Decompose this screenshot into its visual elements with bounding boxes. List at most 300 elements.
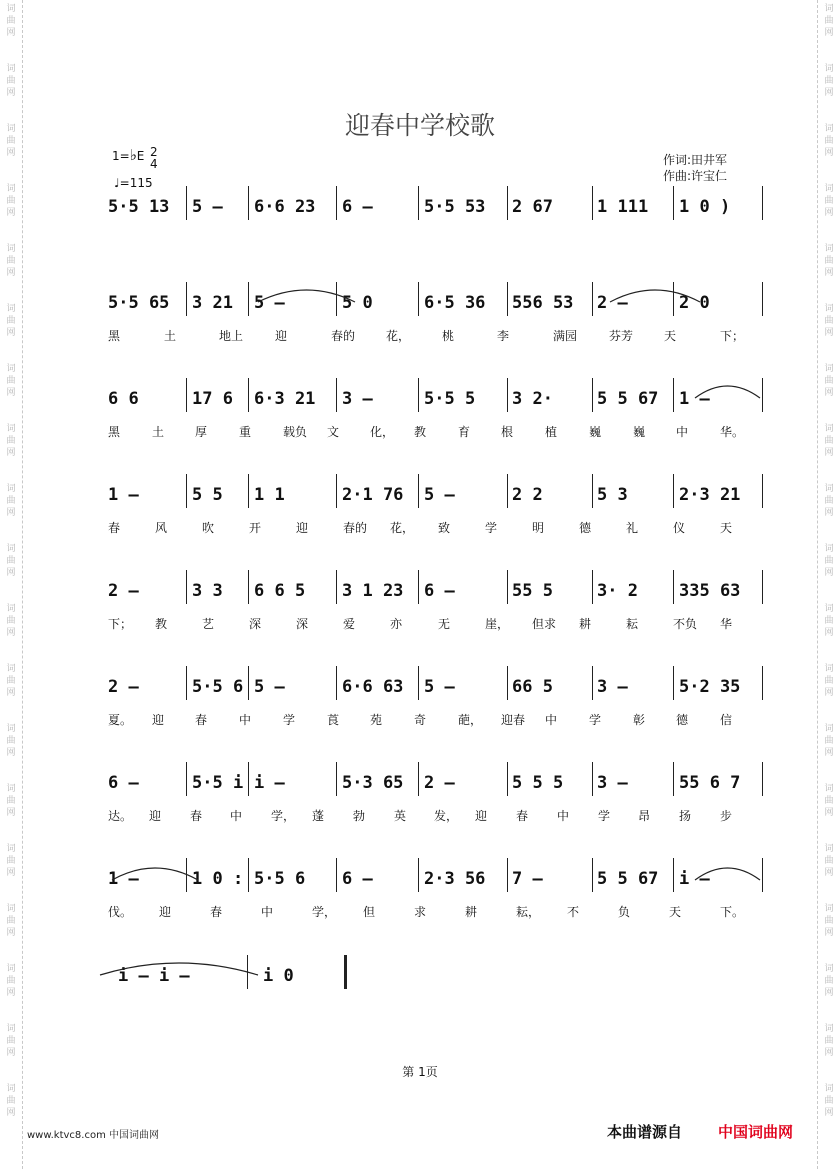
- measure: 5 5 5: [512, 773, 564, 793]
- lyric-syllable: 天: [664, 329, 677, 343]
- measure: 3 2·: [512, 389, 553, 409]
- lyric-syllable: 土: [164, 329, 177, 343]
- lyric-syllable: 扬: [679, 809, 692, 823]
- barline: [592, 666, 593, 700]
- barline: [673, 666, 674, 700]
- watermark-glyph: 词: [824, 1084, 834, 1094]
- score-row: [0, 196, 840, 276]
- measure: 1 –: [108, 869, 139, 889]
- lyric-syllable: 发，: [434, 809, 459, 823]
- watermark-glyph: 曲: [6, 736, 16, 746]
- barline: [186, 378, 187, 412]
- measure: 2·3 56: [424, 869, 486, 889]
- watermark-glyph: 网: [824, 448, 834, 458]
- measure: 2 –: [108, 677, 139, 697]
- barline: [186, 282, 187, 316]
- measure: 5 –: [424, 485, 455, 505]
- watermark-glyph: 网: [824, 988, 834, 998]
- measure: 556 53: [512, 293, 574, 313]
- lyric-syllable: 春的: [331, 329, 356, 343]
- watermark-glyph: 曲: [824, 676, 834, 686]
- lyric-syllable: 中: [545, 713, 558, 727]
- barline: [673, 570, 674, 604]
- watermark-glyph: 词: [6, 244, 16, 254]
- watermark-glyph: 词: [6, 184, 16, 194]
- measure: 5 –: [254, 293, 285, 313]
- lyric-syllable: 迎: [159, 905, 172, 919]
- watermark-glyph: 词: [824, 604, 834, 614]
- barline: [673, 474, 674, 508]
- composer-credit: 作曲:许宝仁: [663, 169, 728, 183]
- lyric-syllable: 德: [579, 521, 592, 535]
- measure: 5 5 67: [597, 389, 659, 409]
- watermark-glyph: 曲: [824, 136, 834, 146]
- song-title: 迎春中学校歌: [344, 111, 495, 140]
- notation-line: [0, 772, 840, 800]
- lyrics-line: [0, 808, 840, 826]
- barline: [418, 762, 419, 796]
- watermark-glyph: 词: [824, 544, 834, 554]
- lyric-syllable: 奇: [414, 713, 427, 727]
- lyric-syllable: 华。: [720, 425, 745, 439]
- barline: [418, 474, 419, 508]
- score-row: [0, 580, 840, 660]
- key-note: E: [136, 149, 145, 163]
- lyric-syllable: 莨: [327, 713, 340, 727]
- watermark-glyph: 曲: [6, 976, 16, 986]
- measure: 5·5 i: [192, 773, 244, 793]
- watermark-glyph: 词: [824, 844, 834, 854]
- barline: [418, 186, 419, 220]
- measure: 3 21: [192, 293, 233, 313]
- watermark-glyph: 曲: [824, 256, 834, 266]
- watermark-glyph: 词: [6, 484, 16, 494]
- barline: [186, 474, 187, 508]
- lyric-syllable: 花，: [390, 521, 415, 535]
- measure: 6 –: [424, 581, 455, 601]
- watermark-glyph: 网: [824, 868, 834, 878]
- watermark-glyph: 曲: [6, 556, 16, 566]
- lyric-syllable: 苑: [370, 713, 383, 727]
- lyric-syllable: 崖，: [485, 617, 510, 631]
- barline: [418, 378, 419, 412]
- key-signature: [112, 145, 158, 171]
- lyric-syllable: 深: [296, 617, 309, 631]
- watermark-glyph: 词: [6, 784, 16, 794]
- watermark-glyph: 词: [824, 124, 834, 134]
- notation-line: [0, 388, 840, 416]
- measure: i 0: [263, 966, 294, 986]
- lyrics-line: [0, 520, 840, 538]
- watermark-glyph: 网: [824, 508, 834, 518]
- lyric-syllable: 迎: [152, 713, 165, 727]
- lyric-syllable: 求: [414, 905, 427, 919]
- lyric-syllable: 学，: [271, 809, 296, 823]
- barline: [186, 762, 187, 796]
- barline: [507, 474, 508, 508]
- watermark-glyph: 曲: [6, 1036, 16, 1046]
- barline: [673, 378, 674, 412]
- watermark-glyph: 词: [824, 724, 834, 734]
- lyric-syllable: 载负: [283, 425, 308, 439]
- watermark-glyph: 词: [6, 844, 16, 854]
- watermark-glyph: 网: [6, 748, 16, 758]
- barline: [336, 378, 337, 412]
- watermark-glyph: 网: [6, 88, 16, 98]
- watermark-glyph: 网: [6, 688, 16, 698]
- lyric-syllable: 中: [676, 425, 689, 439]
- lyric-syllable: 无: [438, 617, 451, 631]
- measure: 3 3: [192, 581, 223, 601]
- score-row: [0, 676, 840, 756]
- lyric-syllable: 负: [618, 905, 631, 919]
- watermark-glyph: 曲: [6, 16, 16, 26]
- lyric-syllable: 芬芳: [609, 329, 634, 343]
- watermark-glyph: 词: [6, 544, 16, 554]
- lyric-syllable: 耘: [626, 617, 639, 631]
- watermark-glyph: 词: [6, 124, 16, 134]
- watermark-glyph: 曲: [6, 616, 16, 626]
- barline: [336, 282, 337, 316]
- measure: 335 63: [679, 581, 741, 601]
- lyric-syllable: 夏。: [108, 713, 133, 727]
- watermark-glyph: 网: [824, 148, 834, 158]
- watermark-glyph: 曲: [824, 1036, 834, 1046]
- lyric-syllable: 致: [438, 521, 451, 535]
- watermark-glyph: 网: [824, 268, 834, 278]
- lyric-syllable: 迎: [296, 521, 309, 535]
- watermark-glyph: 网: [824, 748, 834, 758]
- barline: [592, 858, 593, 892]
- score-row: [0, 772, 840, 852]
- watermark-glyph: 网: [6, 808, 16, 818]
- lyric-syllable: 英: [394, 809, 407, 823]
- measure: 55 6 7: [679, 773, 741, 793]
- watermark-glyph: 词: [824, 64, 834, 74]
- lyric-syllable: 学: [598, 809, 611, 823]
- lyric-syllable: 彰: [633, 713, 646, 727]
- measure: 5 3: [597, 485, 628, 505]
- barline: [248, 858, 249, 892]
- watermark-glyph: 网: [824, 88, 834, 98]
- time-signature: [150, 146, 158, 170]
- watermark-glyph: 曲: [824, 76, 834, 86]
- watermark-glyph: 网: [824, 1048, 834, 1058]
- tempo-marking: ♩=115: [114, 176, 153, 190]
- lyric-syllable: 开: [249, 521, 262, 535]
- watermark-glyph: 网: [6, 28, 16, 38]
- measure: 5·5 53: [424, 197, 486, 217]
- barline: [336, 186, 337, 220]
- measure: 5·5 65: [108, 293, 170, 313]
- lyric-syllable: 迎: [475, 809, 488, 823]
- watermark-glyph: 曲: [824, 196, 834, 206]
- barline: [248, 666, 249, 700]
- lyric-syllable: 黑: [108, 329, 121, 343]
- watermark-glyph: 网: [6, 628, 16, 638]
- measure: 66 5: [512, 677, 553, 697]
- lyric-syllable: 春的: [343, 521, 368, 535]
- lyrics-line: [0, 712, 840, 730]
- flat-icon: ♭: [129, 146, 137, 164]
- lyric-syllable: 深: [249, 617, 262, 631]
- watermark-glyph: 网: [824, 568, 834, 578]
- notation-line: [0, 868, 840, 896]
- watermark-glyph: 网: [6, 1108, 16, 1118]
- watermark-glyph: 词: [6, 4, 16, 14]
- watermark-glyph: 词: [6, 304, 16, 314]
- lyric-syllable: 礼: [626, 521, 639, 535]
- barline: [592, 474, 593, 508]
- lyric-syllable: 但: [363, 905, 376, 919]
- barline: [418, 858, 419, 892]
- meter-bottom: 4: [150, 157, 158, 171]
- measure: 6·5 36: [424, 293, 486, 313]
- watermark-glyph: 网: [6, 508, 16, 518]
- lyric-syllable: 巍: [589, 425, 602, 439]
- measure: 7 –: [512, 869, 543, 889]
- lyric-syllable: 达。: [108, 809, 133, 823]
- lyric-syllable: 但求: [532, 617, 557, 631]
- watermark-glyph: 网: [6, 868, 16, 878]
- lyric-syllable: 艺: [202, 617, 215, 631]
- watermark-glyph: 词: [824, 664, 834, 674]
- lyric-syllable: 信: [720, 713, 733, 727]
- measure: 2·1 76: [342, 485, 404, 505]
- lyric-syllable: 德: [676, 713, 689, 727]
- watermark-glyph: 词: [824, 484, 834, 494]
- watermark-glyph: 词: [824, 424, 834, 434]
- barline: [418, 282, 419, 316]
- measure: i – i –: [118, 966, 190, 986]
- measure: 6 –: [108, 773, 139, 793]
- lyric-syllable: 迎春: [501, 713, 526, 727]
- watermark-glyph: 词: [6, 604, 16, 614]
- watermark-glyph: 网: [824, 28, 834, 38]
- measure: 2 –: [597, 293, 628, 313]
- watermark-glyph: 曲: [6, 196, 16, 206]
- barline: [248, 474, 249, 508]
- barline: [418, 570, 419, 604]
- barline: [248, 282, 249, 316]
- barline: [186, 570, 187, 604]
- score-row: [0, 965, 840, 1045]
- barline: [592, 570, 593, 604]
- barline: [507, 570, 508, 604]
- source-label: 本曲谱源自: [607, 1123, 683, 1141]
- lyric-syllable: 耕: [465, 905, 478, 919]
- barline: [186, 666, 187, 700]
- measure: 1 111: [597, 197, 649, 217]
- watermark-glyph: 曲: [6, 796, 16, 806]
- measure: i –: [679, 869, 710, 889]
- measure: 6 6 5: [254, 581, 306, 601]
- watermark-glyph: 网: [6, 928, 16, 938]
- page-number: 第 1页: [402, 1065, 438, 1079]
- measure: 2 67: [512, 197, 553, 217]
- watermark-glyph: 曲: [6, 376, 16, 386]
- barline: [336, 666, 337, 700]
- measure: 5·5 6: [192, 677, 244, 697]
- meter-top: 2: [150, 145, 158, 159]
- watermark-glyph: 词: [824, 364, 834, 374]
- watermark-glyph: 曲: [824, 1096, 834, 1106]
- source-name: 中国词曲网: [718, 1123, 794, 1141]
- measure: 6·6 63: [342, 677, 404, 697]
- lyric-syllable: 春: [108, 521, 121, 535]
- watermark-glyph: 曲: [824, 736, 834, 746]
- watermark-glyph: 网: [824, 328, 834, 338]
- lyric-syllable: 黑: [108, 425, 121, 439]
- measure: 5·5 13: [108, 197, 170, 217]
- measure: 6 6: [108, 389, 139, 409]
- barline: [673, 762, 674, 796]
- watermark-glyph: 词: [6, 1084, 16, 1094]
- lyric-syllable: 文: [327, 425, 340, 439]
- notation-line: [0, 484, 840, 512]
- lyric-syllable: 土: [152, 425, 165, 439]
- barline: [592, 762, 593, 796]
- lyric-syllable: 下。: [720, 905, 745, 919]
- measure: 1 –: [679, 389, 710, 409]
- barline: [186, 858, 187, 892]
- watermark-glyph: 词: [6, 1024, 16, 1034]
- lyrics-line: [0, 328, 840, 346]
- credits: [663, 152, 727, 184]
- watermark-glyph: 网: [6, 208, 16, 218]
- lyric-syllable: 教: [414, 425, 427, 439]
- lyric-syllable: 中: [261, 905, 274, 919]
- watermark-glyph: 曲: [6, 856, 16, 866]
- score-row: [0, 388, 840, 468]
- lyric-syllable: 中: [557, 809, 570, 823]
- watermark-glyph: 曲: [6, 76, 16, 86]
- lyric-syllable: 重: [239, 425, 252, 439]
- watermark-glyph: 词: [6, 664, 16, 674]
- watermark-glyph: 网: [6, 328, 16, 338]
- watermark-glyph: 网: [6, 568, 16, 578]
- lyric-syllable: 厚: [195, 425, 208, 439]
- barline: [344, 955, 347, 989]
- barline: [507, 186, 508, 220]
- measure: 1 1: [254, 485, 285, 505]
- lyric-syllable: 春: [516, 809, 529, 823]
- watermark-glyph: 词: [824, 904, 834, 914]
- notation-line: [0, 196, 840, 224]
- barline: [592, 378, 593, 412]
- watermark-glyph: 网: [824, 628, 834, 638]
- watermark-glyph: 词: [6, 724, 16, 734]
- watermark-glyph: 网: [6, 148, 16, 158]
- lyric-syllable: 风: [155, 521, 168, 535]
- barline: [762, 282, 763, 316]
- barline: [336, 474, 337, 508]
- barline: [592, 282, 593, 316]
- barline: [762, 762, 763, 796]
- watermark-glyph: 曲: [824, 376, 834, 386]
- measure: 5·2 35: [679, 677, 741, 697]
- barline: [248, 186, 249, 220]
- barline: [336, 570, 337, 604]
- score-row: [0, 292, 840, 372]
- lyric-syllable: 爱: [343, 617, 356, 631]
- lyric-syllable: 李: [497, 329, 510, 343]
- lyric-syllable: 华: [720, 617, 733, 631]
- measure: 1 0 :: [192, 869, 244, 889]
- measure: 5·3 65: [342, 773, 404, 793]
- barline: [418, 666, 419, 700]
- watermark-glyph: 网: [6, 448, 16, 458]
- measure: 3 –: [597, 677, 628, 697]
- measure: 5 5 67: [597, 869, 659, 889]
- lyric-syllable: 满园: [553, 329, 578, 343]
- measure: 6 –: [342, 869, 373, 889]
- watermark-glyph: 曲: [6, 256, 16, 266]
- watermark-glyph: 网: [824, 208, 834, 218]
- lyric-syllable: 吹: [202, 521, 215, 535]
- score-row: [0, 868, 840, 948]
- lyric-syllable: 春: [195, 713, 208, 727]
- watermark-glyph: 词: [824, 4, 834, 14]
- watermark-glyph: 网: [824, 928, 834, 938]
- measure: 3· 2: [597, 581, 638, 601]
- measure: 2 –: [424, 773, 455, 793]
- barline: [507, 762, 508, 796]
- barline: [507, 666, 508, 700]
- watermark-glyph: 网: [6, 988, 16, 998]
- watermark-glyph: 词: [6, 364, 16, 374]
- lyric-syllable: 学: [283, 713, 296, 727]
- measure: 6·6 23: [254, 197, 316, 217]
- measure: 5·5 5: [424, 389, 476, 409]
- measure: 55 5: [512, 581, 553, 601]
- watermark-glyph: 词: [6, 904, 16, 914]
- barline: [507, 378, 508, 412]
- watermark-glyph: 曲: [824, 556, 834, 566]
- lyric-syllable: 耕: [579, 617, 592, 631]
- lyric-syllable: 天: [720, 521, 733, 535]
- watermark-glyph: 曲: [824, 616, 834, 626]
- watermark-glyph: 曲: [824, 856, 834, 866]
- watermark-glyph: 曲: [824, 16, 834, 26]
- measure: 3 1 23: [342, 581, 404, 601]
- barline: [247, 955, 248, 989]
- measure: 5·5 6: [254, 869, 306, 889]
- barline: [507, 858, 508, 892]
- lyric-syllable: 下；: [720, 329, 745, 343]
- lyric-syllable: 植: [545, 425, 558, 439]
- lyric-syllable: 春: [210, 905, 223, 919]
- notation-line: [0, 676, 840, 704]
- watermark-glyph: 曲: [6, 316, 16, 326]
- barline: [336, 858, 337, 892]
- lyric-syllable: 花，: [386, 329, 411, 343]
- watermark-glyph: 网: [6, 1048, 16, 1058]
- measure: 2 2: [512, 485, 543, 505]
- lyric-syllable: 耘，: [516, 905, 541, 919]
- watermark-glyph: 网: [6, 388, 16, 398]
- notation-line: [0, 292, 840, 320]
- measure: 5 –: [192, 197, 223, 217]
- measure: 3 –: [342, 389, 373, 409]
- barline: [762, 570, 763, 604]
- measure: 2 –: [108, 581, 139, 601]
- watermark-glyph: 曲: [824, 316, 834, 326]
- lyric-syllable: 学，: [312, 905, 337, 919]
- watermark-glyph: 词: [824, 964, 834, 974]
- lyric-syllable: 巍: [633, 425, 646, 439]
- watermark-glyph: 曲: [6, 496, 16, 506]
